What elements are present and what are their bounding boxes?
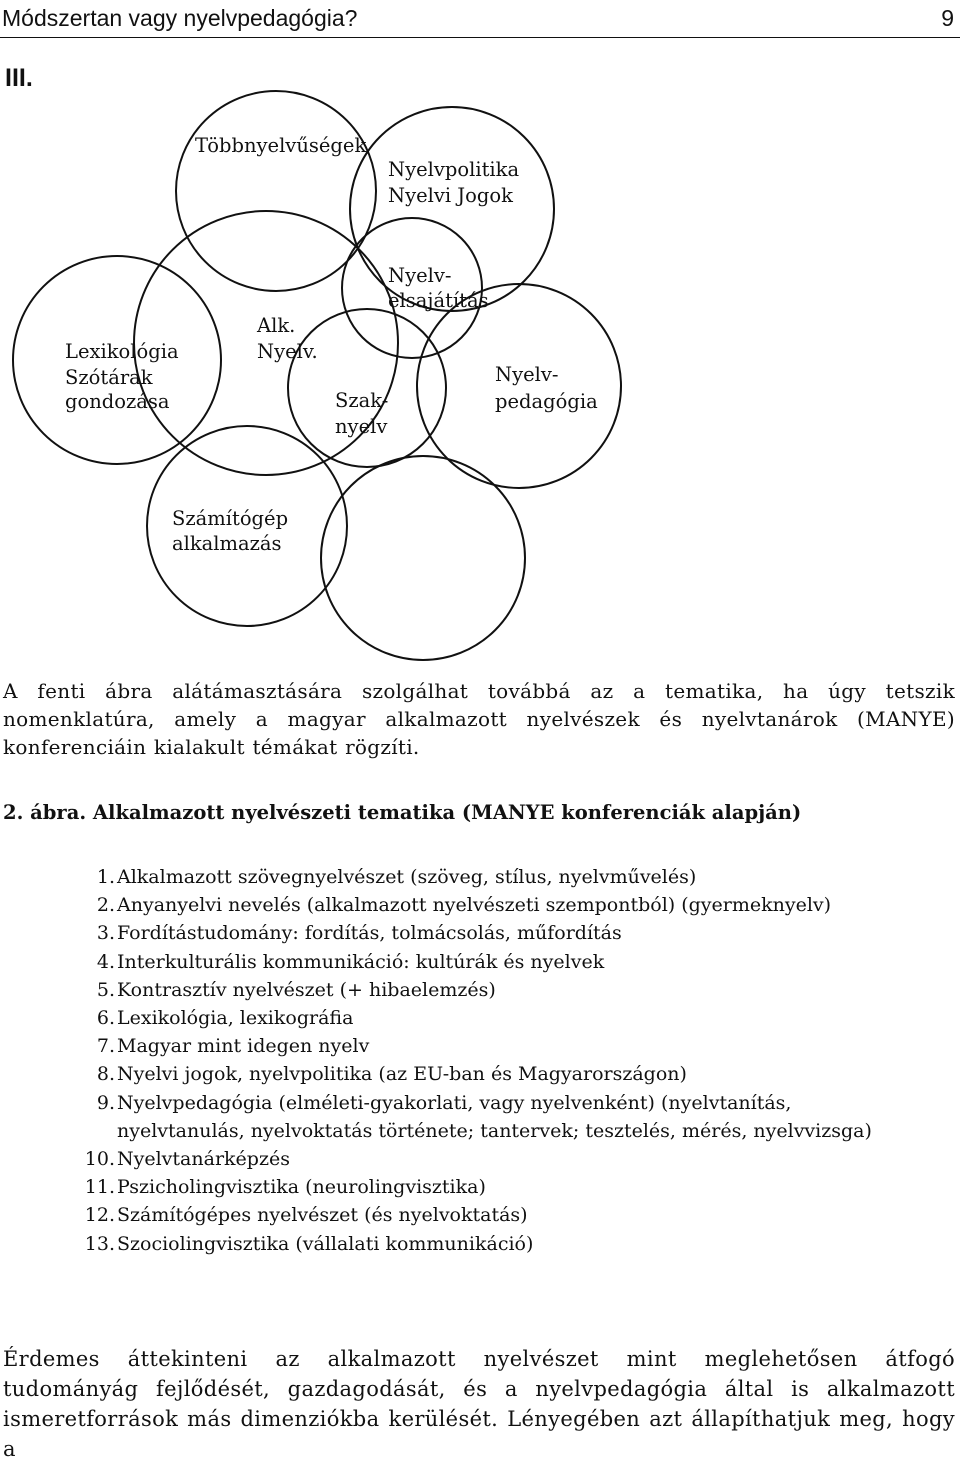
list-item xyxy=(0,976,880,1004)
label-alk-1: Alk. xyxy=(257,314,296,337)
list-item-number: 2. xyxy=(96,894,115,917)
list-item xyxy=(0,1201,880,1229)
figure-caption: 2. ábra. Alkalmazott nyelvészeti tematika (MANYE konferenciák alapján) xyxy=(3,801,802,824)
list-item-number: 11. xyxy=(84,1176,115,1199)
list-item-text: Pszicholingvisztika (neurolingvisztika) xyxy=(117,1176,486,1199)
list-item xyxy=(0,1032,880,1060)
label-nyelvelsajatitas-1: Nyelv- xyxy=(388,264,452,287)
list-item-text: Nyelvpedagógia (elméleti-gyakorlati, vagy nyelvenként) (nyelvtanítás, nyelvtanulás, nyelvoktatás története; tantervek; tesztelés, mérés, nyelvvizsga) xyxy=(117,1091,872,1142)
section-number: III. xyxy=(5,64,33,92)
list-item xyxy=(0,919,880,947)
label-tobbnyelvusegek: Többnyelvűségek xyxy=(195,134,367,157)
list-item-number: 7. xyxy=(96,1035,115,1058)
list-item xyxy=(0,1145,880,1173)
list-item xyxy=(0,891,880,919)
page-header xyxy=(0,0,960,40)
list-item-number: 1. xyxy=(96,866,115,888)
list-item xyxy=(0,1004,880,1032)
list-item-text: Kontrasztív nyelvészet (+ hibaelemzés) xyxy=(117,978,496,1001)
list-item-text: Számítógépes nyelvészet (és nyelvoktatás) xyxy=(117,1204,528,1227)
body-paragraph-2: Érdemes áttekinteni az alkalmazott nyelvészet mint meglehetősen átfogó tudományág fejlődését, gazdagodását, és a nyelvpedagógia által is alkalmazott ismeretforrások más dimenziókba kerülését. Lényegében azt állapíthatjuk meg, hogy a xyxy=(3,1347,955,1461)
label-szaknyelv-2: nyelv xyxy=(335,415,388,438)
circle-tobbnyelvusegek xyxy=(176,91,376,291)
topic-list xyxy=(0,863,880,1258)
list-item-text: Magyar mint idegen nyelv xyxy=(117,1035,370,1058)
label-nyelvelsajatitas-2: elsajátítás xyxy=(388,289,489,312)
list-item-number: 6. xyxy=(96,1007,115,1030)
list-item-text: Anyanyelvi nevelés (alkalmazott nyelvészeti szempontból) (gyermeknyelv) xyxy=(117,894,832,917)
list-item-number: 13. xyxy=(84,1232,115,1255)
label-szamitogep-2: alkalmazás xyxy=(172,532,282,555)
list-item-number: 8. xyxy=(96,1063,115,1086)
label-szamitogep-1: Számítógép xyxy=(172,507,289,530)
label-lexikologia-1: Lexikológia xyxy=(65,340,179,363)
list-item-number: 12. xyxy=(84,1204,115,1227)
list-item-number: 3. xyxy=(96,922,115,945)
list-item-text: Interkulturális kommunikáció: kultúrák és nyelvek xyxy=(117,950,605,973)
list-item-text: Alkalmazott szövegnyelvészet (szöveg, stílus, nyelvművelés) xyxy=(117,866,697,888)
label-nyelvpedagogia-1: Nyelv- xyxy=(495,363,559,386)
list-item xyxy=(0,863,880,891)
circle-szaknyelv xyxy=(288,309,446,467)
circle-nyelvpedagogia xyxy=(417,284,621,488)
page-number: 9 xyxy=(941,5,954,31)
list-item xyxy=(0,1060,880,1088)
list-item-text: Fordítástudomány: fordítás, tolmácsolás, műfordítás xyxy=(117,922,622,945)
list-item-number: 10. xyxy=(84,1148,115,1171)
circle-teszteles xyxy=(321,456,525,660)
list-item xyxy=(0,1173,880,1201)
label-nyelvpolitika-1: Nyelvpolitika xyxy=(388,158,520,181)
list-item xyxy=(0,1089,880,1145)
list-item xyxy=(0,948,880,976)
label-lexikologia-3: gondozása xyxy=(65,390,170,413)
header-title: Módszertan vagy nyelvpedagógia? xyxy=(2,5,358,31)
list-item-text: Nyelvi jogok, nyelvpolitika (az EU-ban és Magyarországon) xyxy=(117,1063,687,1086)
label-nyelvpedagogia-2: pedagógia xyxy=(495,390,598,413)
circle-nyelvelsajatitas xyxy=(342,218,482,358)
circle-nyelvpolitika xyxy=(350,107,554,311)
list-item-text: Szociolingvisztika (vállalati kommunikáció) xyxy=(117,1232,534,1255)
label-lexikologia-2: Szótárak xyxy=(65,366,153,389)
label-nyelvpolitika-2: Nyelvi Jogok xyxy=(388,184,513,207)
label-alk-2: Nyelv. xyxy=(257,340,318,363)
venn-diagram xyxy=(0,90,960,670)
body-paragraph-1: A fenti ábra alátámasztására szolgálhat továbbá az a tematika, ha úgy tetszik nomenklatúra, amely a magyar alkalmazott nyelvészek és nyelvtanárok (MANYE) konferenciáin kialakult témákat rögzíti. xyxy=(3,679,955,759)
list-item xyxy=(0,1230,880,1258)
list-item-text: Nyelvtanárképzés xyxy=(117,1148,290,1171)
list-item-number: 9. xyxy=(96,1091,115,1114)
list-item-text: Lexikológia, lexikográfia xyxy=(117,1007,354,1030)
label-szaknyelv-1: Szak- xyxy=(335,389,389,412)
header-rule xyxy=(0,37,960,38)
list-item-number: 4. xyxy=(96,950,115,973)
list-item-number: 5. xyxy=(96,978,115,1001)
